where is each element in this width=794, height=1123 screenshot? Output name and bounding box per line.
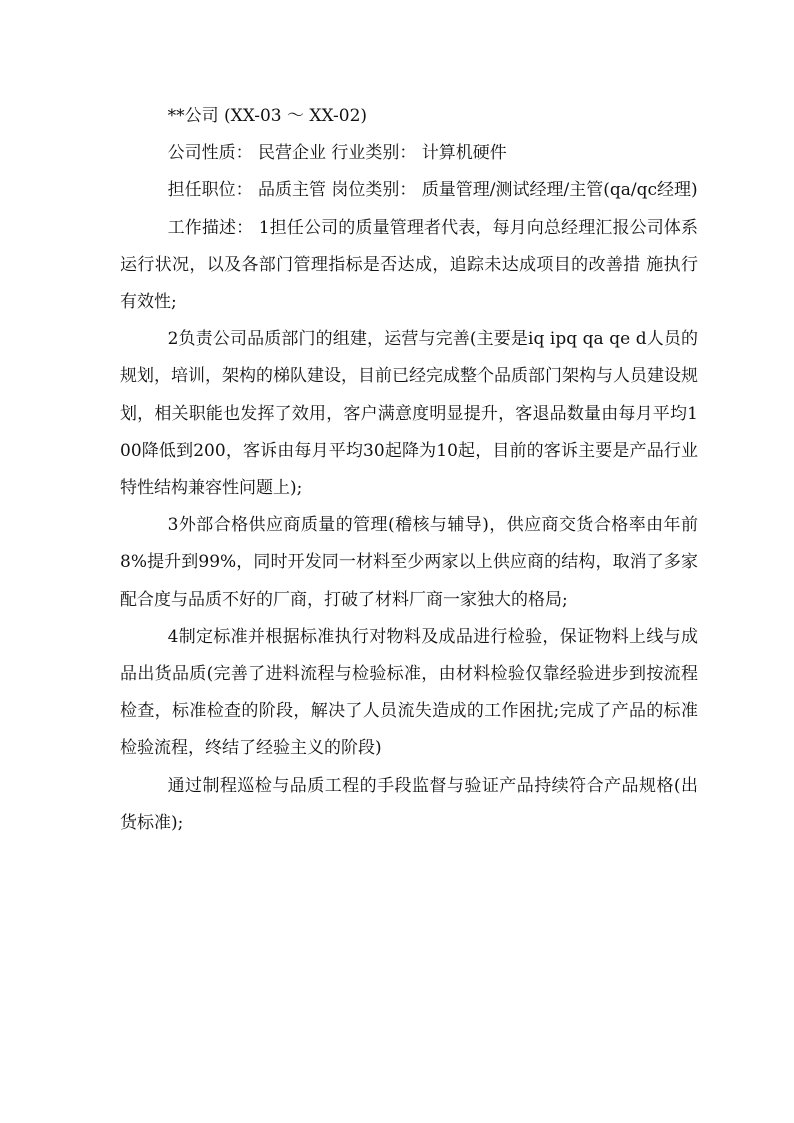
responsibility-paragraph-4: 4制定标准并根据标准执行对物料及成品进行检验，保证物料上线与成品出货品质(完善了进料流程与检验标准，由材料检验仅靠经验进步到按流程检查，标准检查的阶段，解决了人员流失造成的工作困扰;完成了产品的标准检验流程，终结了经验主义的阶段) xyxy=(120,626,698,759)
process-inspection-paragraph: 通过制程巡检与品质工程的手段监督与验证产品持续符合产品规格(出货标准); xyxy=(120,775,698,833)
responsibility-paragraph-2: 2负责公司品质部门的组建，运营与完善(主要是iq ipq qa qe d人员的规划，培训，架构的梯队建设，目前已经完成整个品质部门架构与人员建设规划，相关职能也发挥了效用，客户满意度明显提升，客退品数量由每月平均100降低到200，客诉由每月平均30起降为10起，目前的客诉主要是产品行业特性结构兼容性问题上); xyxy=(120,329,698,499)
job-description-paragraph: 工作描述： 1担任公司的质量管理者代表，每月向总经理汇报公司体系运行状况，以及各部门管理指标是否达成，追踪未达成项目的改善措 施执行有效性; xyxy=(120,217,698,313)
company-type-line: 公司性质： 民营企业 行业类别： 计算机硬件 xyxy=(167,143,507,164)
company-line: **公司 (XX-03 ～ XX-02) xyxy=(167,106,368,126)
document-body xyxy=(120,98,698,842)
responsibility-paragraph-3: 3外部合格供应商质量的管理(稽核与辅导)，供应商交货合格率由年前8%提升到99%，同时开发同一材料至少两家以上供应商的结构，取消了多家配合度与品质不好的厂商，打破了材料厂商一家独大的格局; xyxy=(120,515,698,610)
position-line: 担任职位： 品质主管 岗位类别： 质量管理/测试经理/主管(qa/qc经理) xyxy=(167,180,698,201)
